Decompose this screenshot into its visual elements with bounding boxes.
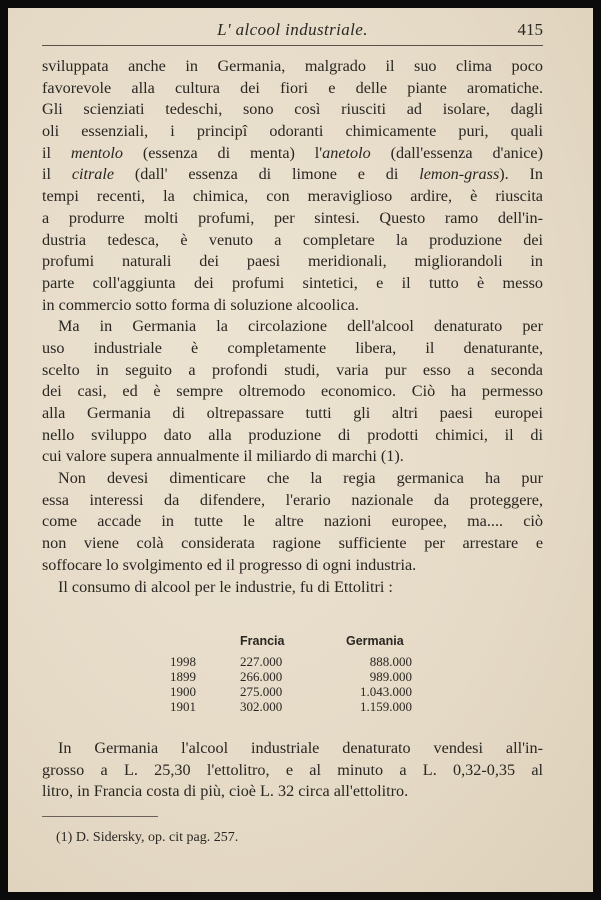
page-header (42, 14, 543, 46)
text-run: favorevole alla cultura dei fiori e delle piante aromatiche. (42, 78, 543, 97)
text-line (42, 338, 543, 360)
col-header-germany: Germania (346, 634, 404, 648)
text-run: non viene colà considerata ragione sufficiente per arrestare e (42, 534, 543, 553)
italic-term: mentolo (70, 143, 123, 162)
text-line (42, 468, 543, 490)
text-run: come accade in tutte le altre nazioni europee, ma.... ciò (42, 512, 543, 531)
body-text (42, 56, 543, 598)
text-run: soffocare lo svolgimento ed il progresso di ogni industria. (42, 555, 417, 574)
text-run: tempi recenti, la chimica, con meraviglioso ardire, è riuscita (42, 187, 543, 206)
text-run: litro, in Francia costa di più, cioè L. 32 circa all'ettolitro. (42, 782, 409, 801)
germany-cell: 1.159.000 (360, 699, 412, 714)
table-rows (140, 654, 440, 714)
text-line (42, 273, 543, 295)
year-cell: 1900 (170, 684, 196, 699)
footnote-rule (42, 816, 158, 817)
text-line (42, 555, 543, 577)
text-run: (essenza di menta) l' (123, 143, 323, 162)
text-run: Non devesi dimenticare che la regia germanica ha pur (58, 469, 543, 488)
year-cell: 1998 (170, 654, 196, 669)
france-cell: 275.000 (240, 684, 283, 699)
text-line (42, 295, 543, 317)
text-line (42, 511, 543, 533)
text-line (42, 316, 543, 338)
text-run: uso industriale è completamente libera, il denaturante, (42, 338, 543, 357)
text-run: nello sviluppo dato alla produzione di prodotti chimici, il di (42, 425, 543, 444)
text-line (42, 143, 543, 165)
italic-term: lemon-grass (419, 165, 500, 184)
text-run: dei casi, ed è sempre oltremodo economico. Ciò ha permesso (42, 382, 543, 401)
text-run: a produrre molti profumi, per sintesi. Questo ramo dell'in- (42, 208, 543, 227)
text-run: parte coll'aggiunta dei profumi sintetici, e il tutto è messo (42, 273, 543, 292)
france-cell: 266.000 (240, 669, 283, 684)
text-run: il (42, 143, 71, 162)
text-run: (dall'essenza d'anice) (370, 143, 543, 162)
text-line (42, 738, 543, 760)
text-line (42, 760, 543, 782)
paragraph (42, 56, 543, 316)
page-number: 415 (517, 20, 543, 39)
year-cell: 1899 (170, 669, 196, 684)
text-line (42, 425, 543, 447)
italic-term: anetolo (322, 143, 371, 162)
text-line (42, 99, 543, 121)
text-run: dustria tedesca, è venuto a completare la produzione dei (42, 230, 543, 249)
text-run: Gli scienziati tedeschi, sono così riusciti ad isolare, dagli (42, 100, 543, 119)
book-page (8, 8, 593, 892)
text-line (42, 533, 543, 555)
table-row (140, 669, 440, 684)
paragraph (42, 577, 543, 599)
text-run: alla Germania di oltrepassare tutti gli altri paesi europei (42, 404, 543, 422)
text-line (42, 781, 543, 803)
text-run: scelto in seguito a profondi studi, varia pur esso a seconda (42, 360, 543, 379)
table-row (140, 684, 440, 699)
text-run: cui valore supera annualmente il miliardo di marchi (1). (42, 447, 404, 466)
text-line (42, 446, 543, 468)
text-line (42, 121, 543, 143)
text-line (42, 78, 543, 100)
col-header-france: Francia (240, 634, 285, 648)
header-rule (42, 45, 543, 46)
running-title: L' alcool industriale. (217, 20, 368, 39)
table-header (140, 628, 440, 654)
table-row (140, 699, 440, 714)
text-line (42, 251, 543, 273)
footnote: (1) D. Sidersky, op. cit pag. 257. (56, 830, 239, 845)
text-run: essa interessi da difendere, l'erario nazionale da proteggere, (42, 490, 543, 509)
text-line (42, 360, 543, 382)
germany-cell: 888.000 (369, 654, 412, 669)
year-cell: 1901 (170, 699, 196, 714)
table-row (140, 654, 440, 669)
text-line (42, 403, 543, 425)
text-run: Il consumo di alcool per le industrie, fu di Ettolitri : (58, 577, 393, 596)
germany-cell: 1.043.000 (360, 684, 412, 699)
text-run: il (42, 165, 72, 184)
text-run: Ma in Germania la circolazione dell'alcool denaturato per (58, 317, 543, 336)
text-line (42, 186, 543, 208)
text-run: oli essenziali, i principî odoranti chimicamente puri, quali (42, 122, 543, 141)
text-line (42, 490, 543, 512)
consumption-table (140, 628, 440, 714)
paragraph (42, 316, 543, 468)
italic-term: citrale (71, 165, 115, 184)
germany-cell: 989.000 (369, 669, 412, 684)
text-run: grosso a L. 25,30 l'ettolitro, e al minuto a L. 0,32-0,35 al (42, 760, 543, 779)
text-run: ). In (499, 165, 544, 184)
text-run: In Germania l'alcool industriale denaturato vendesi all'in- (58, 739, 543, 757)
closing-paragraph (42, 738, 543, 803)
text-line (42, 56, 543, 78)
text-line (42, 381, 543, 403)
text-line (42, 208, 543, 230)
text-run: sviluppata anche in Germania, malgrado il suo clima poco (42, 57, 543, 75)
text-run: (dall' essenza di limone e di (114, 165, 420, 184)
text-line (42, 230, 543, 252)
text-line (42, 577, 543, 599)
text-line (42, 164, 543, 186)
paragraph (42, 468, 543, 576)
text-run: in commercio sotto forma di soluzione alcoolica. (42, 295, 359, 314)
france-cell: 227.000 (240, 654, 283, 669)
text-run: profumi naturali dei paesi meridionali, migliorandoli in (42, 252, 543, 271)
france-cell: 302.000 (240, 699, 283, 714)
